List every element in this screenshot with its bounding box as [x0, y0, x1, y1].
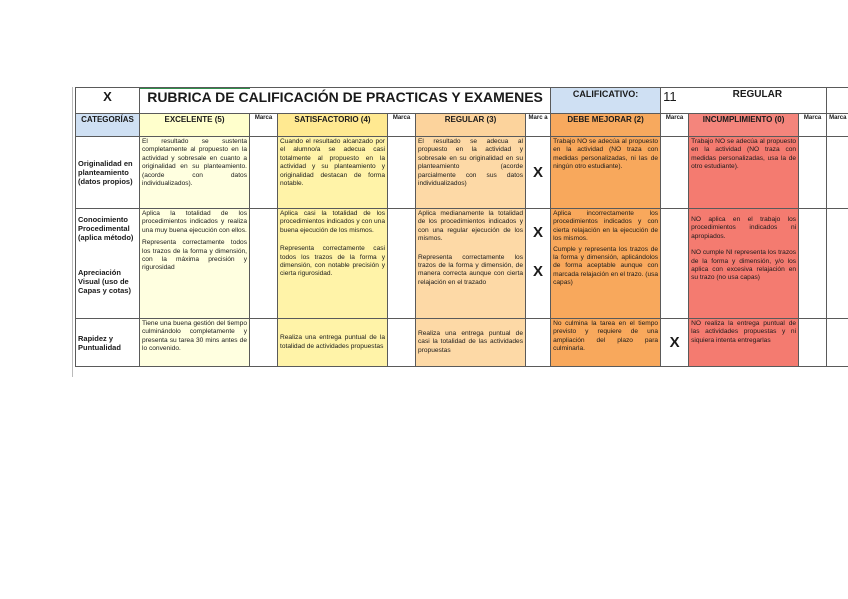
marca-cell[interactable] [250, 319, 278, 367]
marca-cell[interactable] [661, 209, 689, 319]
excelente-cell[interactable]: Tiene una buena gestión del tiempo culminándolo completamente y presenta su tarea 30 mins antes de lo convenido. [140, 319, 250, 367]
header-debe-mejorar[interactable]: DEBE MEJORAR (2) [551, 114, 661, 137]
header-satisfactorio[interactable]: SATISFACTORIO (4) [278, 114, 388, 137]
x-marker-cell[interactable]: X [76, 88, 140, 114]
regular-text: Representa correctamente los trazos de la forma y dimensión, de manera correcta aunque con cierta relajación en el trazado [418, 253, 523, 286]
marca-cell[interactable] [388, 209, 416, 319]
table-row [76, 209, 848, 319]
title-empty-cell[interactable] [827, 88, 848, 114]
excelente-cell[interactable] [140, 209, 250, 319]
excelente-cell[interactable]: El resultado se sustenta completamente al propuesto en la actividad y sobresale en cuanto a originalidad en su planteamiento. (acorde con datos individualizados). [140, 137, 250, 209]
debe-mejorar-cell[interactable]: Trabajo NO se adecúa al propuesto en la actividad (NO traza con medidas personalizadas, ni las de ningún otro estudiante). [551, 137, 661, 209]
rubric-sheet [75, 87, 848, 377]
debe-mejorar-text: Cumple y representa los trazos de la forma y dimensión, aplicándolos de forma aceptable aunque con marcada relajación en el trazo. (usa capas) [553, 245, 659, 287]
marca-cell[interactable] [799, 209, 827, 319]
debe-mejorar-marca-cell[interactable]: X [661, 319, 689, 367]
header-marca-debe-mejorar[interactable]: Marca [661, 114, 689, 137]
mark-x: X [533, 263, 544, 280]
marca-cell[interactable] [250, 137, 278, 209]
excelente-text: Representa correctamente todos los trazos de la forma y dimensión, con la máxima precisión y rigurosidad [142, 239, 247, 272]
mark-x: X [533, 224, 544, 241]
regular-cell[interactable]: El resultado se adecua al propuesto en la actividad y sobresale en su originalidad en su planteamiento (acorde parcialmente con sus datos individualizados) [416, 137, 526, 209]
debe-mejorar-text: Aplica incorrectamente los procedimientos indicados y con cierta relajación en la ejecución de los mismos. [553, 210, 659, 243]
incumplimiento-cell[interactable] [689, 209, 799, 319]
satisfactorio-text: Representa correctamente casi todos los trazos de la forma y dimensión, con notable precisión y cierta rigurosidad. [280, 245, 385, 278]
marca-cell[interactable] [250, 209, 278, 319]
empty-cell[interactable] [827, 137, 848, 209]
debe-mejorar-cell[interactable]: No culmina la tarea en el tiempo previsto y requiere de una ampliación del plazo para culminarla. [551, 319, 661, 367]
rubric-title[interactable]: RUBRICA DE CALIFICACIÓN DE PRACTICAS Y EXAMENES [140, 88, 551, 114]
marca-cell[interactable] [388, 137, 416, 209]
category-label: Apreciación Visual (uso de Capas y cotas) [78, 268, 131, 295]
empty-cell[interactable] [827, 209, 848, 319]
category-cell[interactable]: Originalidad en planteamiento (datos propios) [76, 137, 140, 209]
regular-marca-cell[interactable]: X [526, 137, 551, 209]
marca-cell[interactable] [661, 137, 689, 209]
category-cell[interactable] [76, 209, 140, 319]
satisfactorio-cell[interactable]: Cuando el resultado alcanzado por el alumno/a se adecua casi totalmente al propuesto en la actividad y su planteamiento y originalidad destacan de forma notable. [278, 137, 388, 209]
category-cell[interactable]: Rapidez y Puntualidad [76, 319, 140, 367]
table-row [76, 319, 848, 367]
marca-cell[interactable] [526, 319, 551, 367]
incumplimiento-cell[interactable]: Trabajo NO se adecúa al propuesto en la actividad (NO traza con medidas personalizadas, usa la de otro estudiante). [689, 137, 799, 209]
satisfactorio-text: Aplica casi la totalidad de los procedimientos indicados y con una buena ejecución de los mismos. [280, 210, 385, 234]
satisfactorio-cell[interactable]: Realiza una entrega puntual de la totalidad de actividades propuestas [278, 319, 388, 367]
header-excelente[interactable]: EXCELENTE (5) [140, 114, 250, 137]
header-marca-regular[interactable]: Marc a [526, 114, 551, 137]
category-label: Conocimiento Procedimental (aplica método) [78, 215, 134, 242]
header-marca-satisfactorio[interactable]: Marca [388, 114, 416, 137]
grade-value[interactable]: REGULAR [689, 88, 827, 114]
empty-cell[interactable] [827, 319, 848, 367]
debe-mejorar-cell[interactable] [551, 209, 661, 319]
marca-cell[interactable] [799, 319, 827, 367]
header-categorias[interactable]: CATEGORÍAS [76, 114, 140, 137]
incumplimiento-text: NO cumple NI representa los trazos de la forma y dimensión, y/o los aplica con excesiva relajación en su trazo (no usa capas) [691, 249, 797, 282]
sheet-left-edge [72, 87, 73, 377]
table-row [76, 137, 848, 209]
satisfactorio-cell[interactable] [278, 209, 388, 319]
regular-cell[interactable] [416, 209, 526, 319]
header-incumplimiento[interactable]: INCUMPLIMIENTO (0) [689, 114, 799, 137]
marca-cell[interactable] [799, 137, 827, 209]
incumplimiento-text: NO aplica en el trabajo los procedimientos indicados ni apropiados. [691, 216, 797, 240]
header-marca-incumplimiento[interactable]: Marca [799, 114, 827, 137]
rubric-table [75, 87, 848, 367]
incumplimiento-cell[interactable]: NO realiza la entrega puntual de las actividades propuestas y ni siquiera intenta entregarlas [689, 319, 799, 367]
header-row [76, 114, 848, 137]
header-regular[interactable]: REGULAR (3) [416, 114, 526, 137]
marca-cell[interactable] [388, 319, 416, 367]
score-value[interactable]: 11 [661, 88, 689, 114]
regular-text: Aplica medianamente la totalidad de los procedimientos indicados y con una regular ejecución de los mismos. [418, 210, 523, 243]
excelente-text: Aplica la totalidad de los procedimientos indicados y realiza una muy buena ejecución con ellos. [142, 210, 247, 234]
header-marca-overflow[interactable]: Marca [827, 114, 848, 137]
header-marca-excelente[interactable]: Marca [250, 114, 278, 137]
regular-marca-cell[interactable] [526, 209, 551, 319]
regular-cell[interactable]: Realiza una entrega puntual de casi la totalidad de las actividades propuestas [416, 319, 526, 367]
title-row [76, 88, 848, 114]
calificativo-label[interactable]: CALIFICATIVO: [551, 88, 661, 114]
